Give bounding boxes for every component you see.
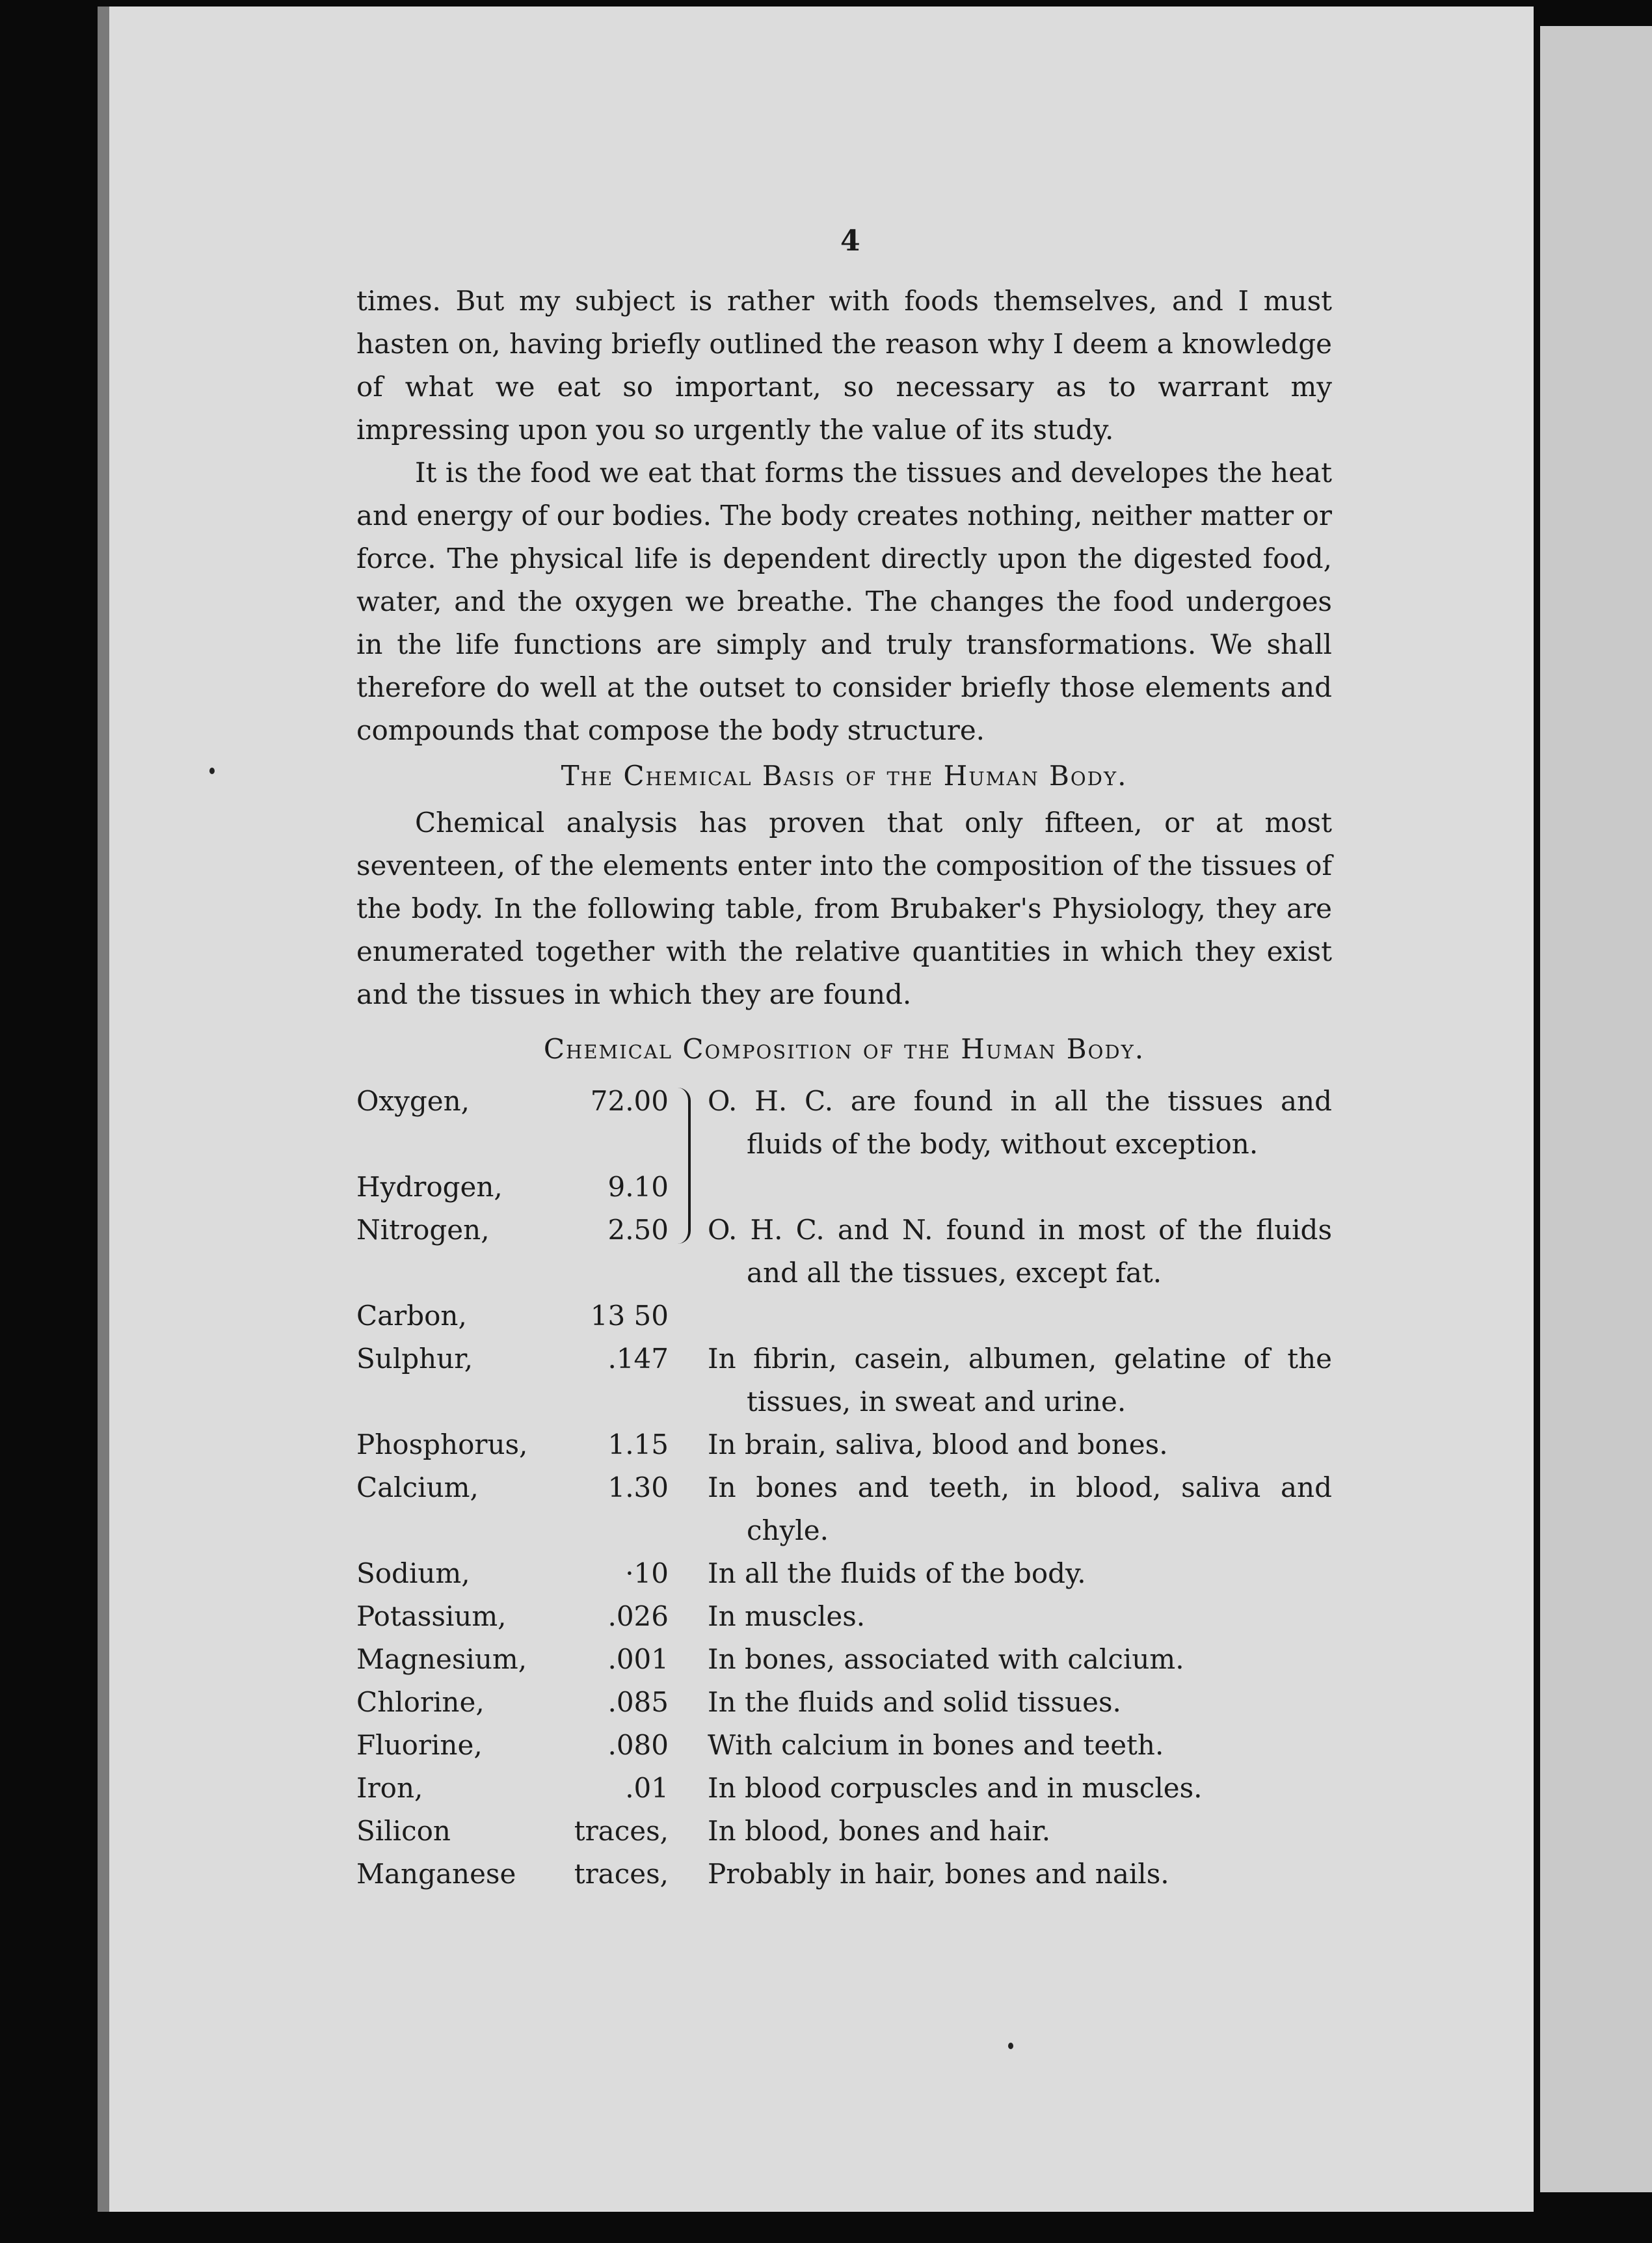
page-number: 4	[840, 224, 860, 258]
element-quantity: .080	[607, 1729, 669, 1761]
element-location: O. H. C. are found in all the tissues and fluids of the body, without exception.	[708, 1085, 1332, 1160]
element-name: Carbon,	[356, 1300, 467, 1332]
element-quantity: 1.15	[607, 1429, 669, 1460]
table-row	[356, 1466, 1332, 1552]
element-name: Iron,	[356, 1772, 423, 1804]
element-name: Magnesium,	[356, 1643, 527, 1675]
ink-speck	[209, 768, 215, 774]
table-row	[356, 1724, 1332, 1767]
table-row	[356, 1423, 1332, 1466]
grouping-brace	[675, 1088, 691, 1244]
element-name: Fluorine,	[356, 1729, 483, 1761]
element-location: In fibrin, casein, albumen, gelatine of the tissues, in sweat and urine.	[708, 1343, 1332, 1417]
element-location: In brain, saliva, blood and bones.	[708, 1429, 1168, 1460]
element-name: Manganese	[356, 1858, 516, 1890]
element-quantity: ·10	[625, 1557, 669, 1589]
element-quantity: .01	[625, 1772, 669, 1804]
paragraph-1: times. But my subject is rather with foods themselves, and I must hasten on, having briefly outlined the reason why I deem a knowledge of what we eat so important, so necessary as to warrant my impressing upon you so urgently the value of its study.	[356, 285, 1332, 446]
element-location: In blood corpuscles and in muscles.	[708, 1772, 1203, 1804]
element-location: In bones, associated with calcium.	[708, 1643, 1184, 1675]
element-quantity: traces,	[574, 1815, 669, 1847]
element-location: In blood, bones and hair.	[708, 1815, 1051, 1847]
element-name: Phosphorus,	[356, 1429, 528, 1460]
table-row	[356, 1295, 1332, 1337]
table-row	[356, 1595, 1332, 1638]
element-name: Hydrogen,	[356, 1171, 503, 1203]
element-name: Oxygen,	[356, 1085, 470, 1117]
table-row	[356, 1767, 1332, 1810]
element-quantity: 1.30	[607, 1471, 669, 1503]
element-quantity: .085	[607, 1686, 669, 1718]
element-location: O. H. C. and N. found in most of the fluids and all the tissues, except fat.	[708, 1214, 1332, 1289]
element-location: With calcium in bones and teeth.	[708, 1729, 1164, 1761]
table-row	[356, 1080, 1332, 1166]
table-row	[356, 1209, 1332, 1295]
element-location: In bones and teeth, in blood, saliva and chyle.	[708, 1471, 1332, 1546]
composition-table	[356, 1080, 1332, 1896]
paragraph-2: It is the food we eat that forms the tissues and developes the heat and energy of our bodies. The body creates nothing, neither matter or force. The physical life is dependent directly upon the digested food, water, and the oxygen we breathe. The changes the food undergoes in the life functions are simply and truly transformations. We shall therefore do well at the outset to consider briefly those elements and compounds that compose the body structure.	[356, 457, 1332, 746]
element-quantity: 72.00	[590, 1085, 669, 1117]
table-row	[356, 1552, 1332, 1595]
table-row	[356, 1337, 1332, 1423]
page-body	[356, 280, 1332, 1896]
element-name: Calcium,	[356, 1471, 479, 1503]
element-name: Potassium,	[356, 1600, 507, 1632]
facing-page-edge	[1540, 26, 1652, 2192]
element-name: Sodium,	[356, 1557, 470, 1589]
table-row	[356, 1810, 1332, 1853]
ink-speck	[1008, 2043, 1013, 2049]
element-name: Nitrogen,	[356, 1214, 490, 1246]
element-quantity: traces,	[574, 1858, 669, 1890]
section-heading-chemical-basis: The Chemical Basis of the Human Body.	[561, 760, 1128, 792]
table-row	[356, 1853, 1332, 1896]
table-row	[356, 1166, 1332, 1209]
element-name: Sulphur,	[356, 1343, 473, 1375]
element-name: Chlorine,	[356, 1686, 485, 1718]
element-name: Silicon	[356, 1815, 451, 1847]
table-row	[356, 1681, 1332, 1724]
element-location: Probably in hair, bones and nails.	[708, 1858, 1169, 1890]
element-location: In the fluids and solid tissues.	[708, 1686, 1121, 1718]
table-row	[356, 1638, 1332, 1681]
element-quantity: .026	[607, 1600, 669, 1632]
paragraph-3: Chemical analysis has proven that only fifteen, or at most seventeen, of the elements enter into the composition of the tissues of the body. In the following table, from Brubaker's Physiology, they are enumerated together with the relative quantities in which they exist and the tissues in which they are found.	[356, 807, 1332, 1010]
table-heading-chemical-composition: Chemical Composition of the Human Body.	[543, 1033, 1145, 1065]
element-quantity: .001	[607, 1643, 669, 1675]
element-quantity: .147	[607, 1343, 669, 1375]
element-quantity: 2.50	[607, 1214, 669, 1246]
element-location: In muscles.	[708, 1600, 866, 1632]
element-location: In all the fluids of the body.	[708, 1557, 1086, 1589]
element-quantity: 9.10	[607, 1171, 669, 1203]
element-quantity: 13 50	[590, 1300, 669, 1332]
